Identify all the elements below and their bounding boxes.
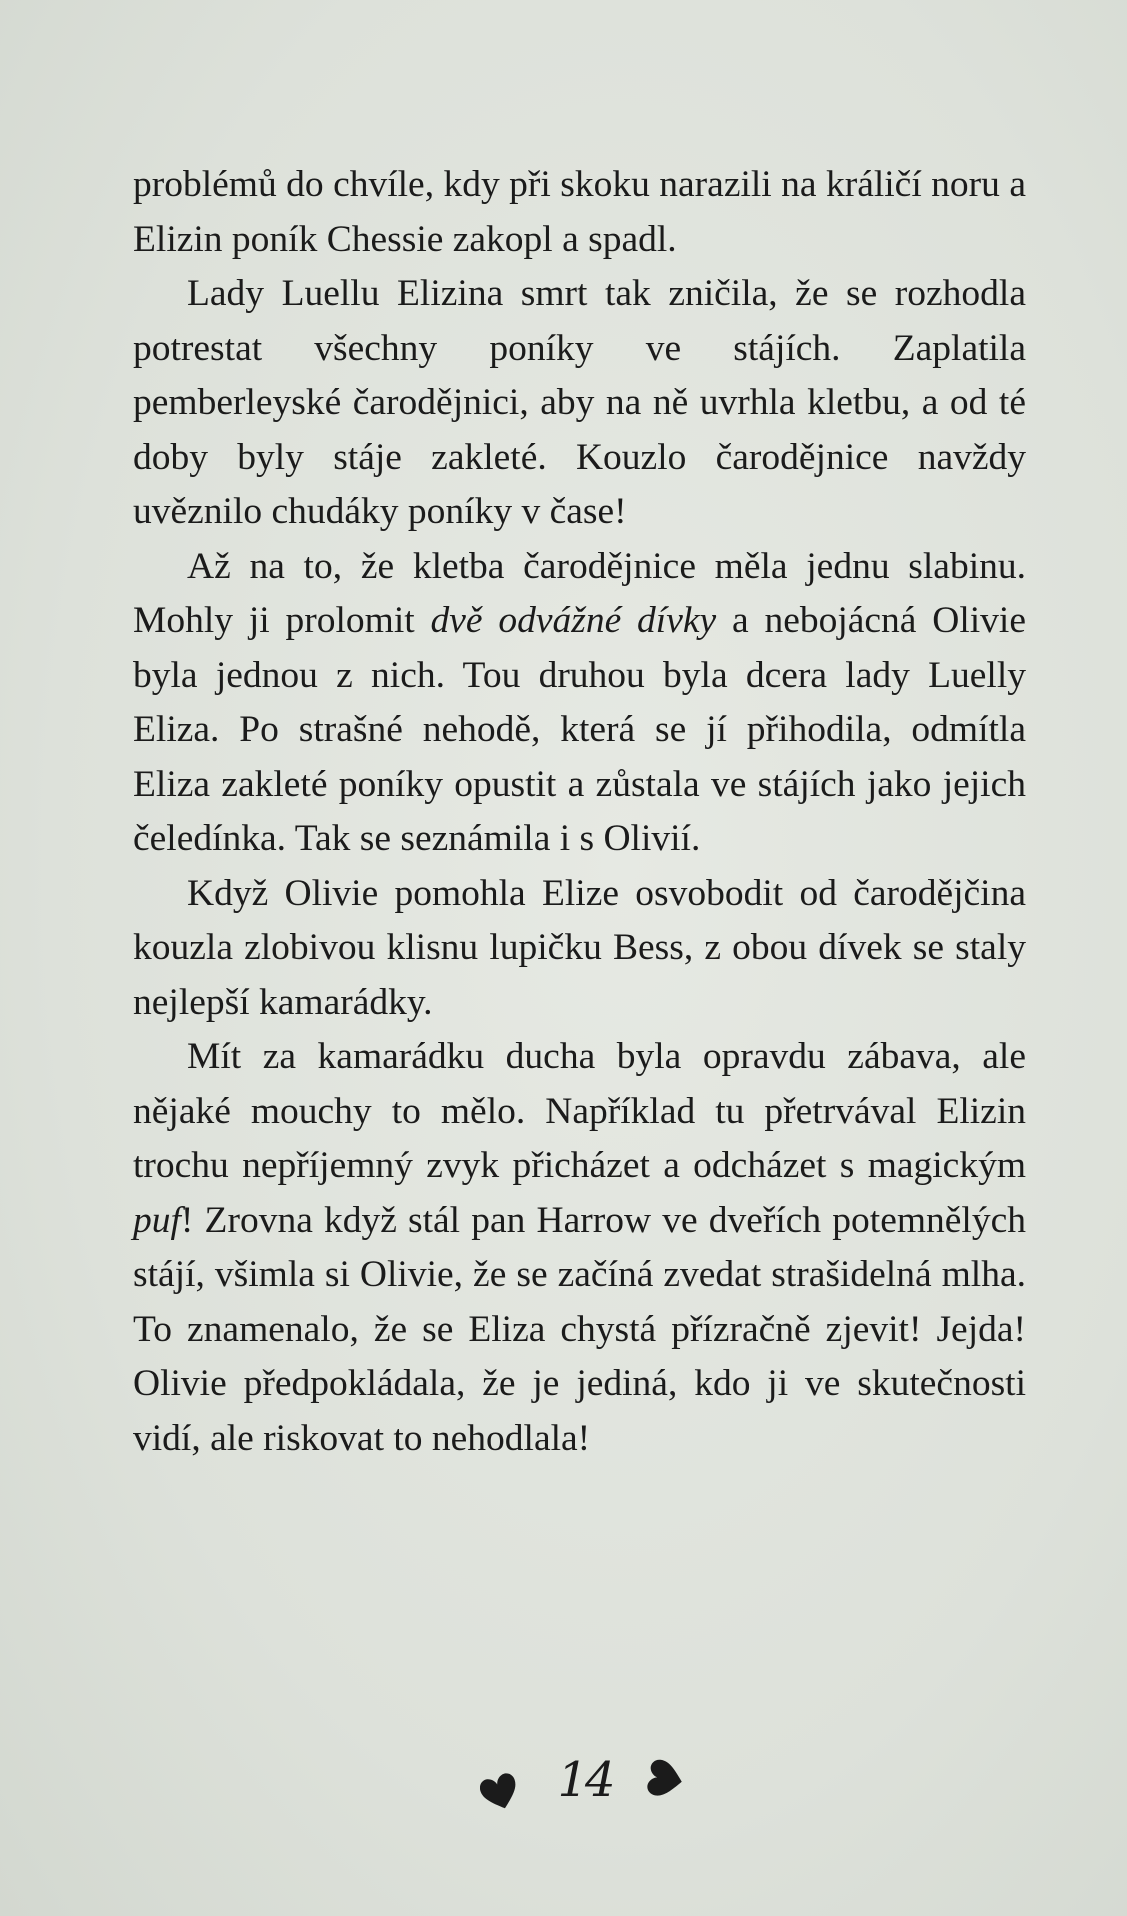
emphasized-text: puf bbox=[133, 1199, 181, 1241]
paragraph bbox=[133, 1030, 1026, 1466]
paragraph bbox=[133, 540, 1026, 867]
paragraph-text: Mít za kamarádku ducha byla opravdu zábava, ale nějaké mouchy to mělo. Například tu přetrvával Elizin trochu nepříjemný zvyk přicházet a odcházet s magickým bbox=[133, 1036, 1026, 1186]
page-number: 14 bbox=[557, 1752, 613, 1808]
page-footer bbox=[0, 1745, 1127, 1835]
paragraph: problémů do chvíle, kdy při skoku narazili na králičí noru a Elizin poník Chessie zakopl a spadl. bbox=[133, 164, 1026, 260]
paragraph-text: ! Zrovna když stál pan Harrow ve dveřích potemnělých stájí, všimla si Olivie, že se začíná zvedat strašidelná mlha. To znamenalo, že se Eliza chystá přízračně zjevit! Jejda! Olivie předpokládala, že je jediná, kdo ji ve skutečnosti vidí, ale riskovat to nehodlala! bbox=[133, 1199, 1026, 1459]
emphasized-text: dvě odvážné dívky bbox=[430, 600, 717, 641]
paragraph: Lady Luellu Elizina smrt tak zničila, že se rozhodla potrestat všechny poníky ve stájích. Zaplatila pemberleyské čarodějnici, aby na ně uvrhla kletbu, a od té doby byly stáje zakleté. Kouzlo čarodějnice navždy uvěznilo chudáky poníky v čase! bbox=[133, 273, 1026, 532]
paragraph-text: Až na to, že kletba čarodějnice měla jednu slabinu. Mohly ji prolomit bbox=[133, 545, 1026, 641]
heart-icon bbox=[480, 1773, 520, 1813]
paragraph: Když Olivie pomohla Elize osvobodit od čarodějčina kouzla zlobivou klisnu lupičku Bess, z obou dívek se staly nejlepší kamarádky. bbox=[133, 872, 1026, 1023]
heart-icon bbox=[646, 1759, 686, 1799]
body-text bbox=[133, 158, 1026, 1466]
paragraph-text: a nebojácná Olivie byla jednou z nich. Tou druhou byla dcera lady Luelly Eliza. Po strašné nehodě, která se jí přihodila, odmítla Eliza zakleté poníky opustit a zůstala ve stájích jako jejich čeledínka. Tak se seznámila i s Olivií. bbox=[133, 600, 1026, 859]
